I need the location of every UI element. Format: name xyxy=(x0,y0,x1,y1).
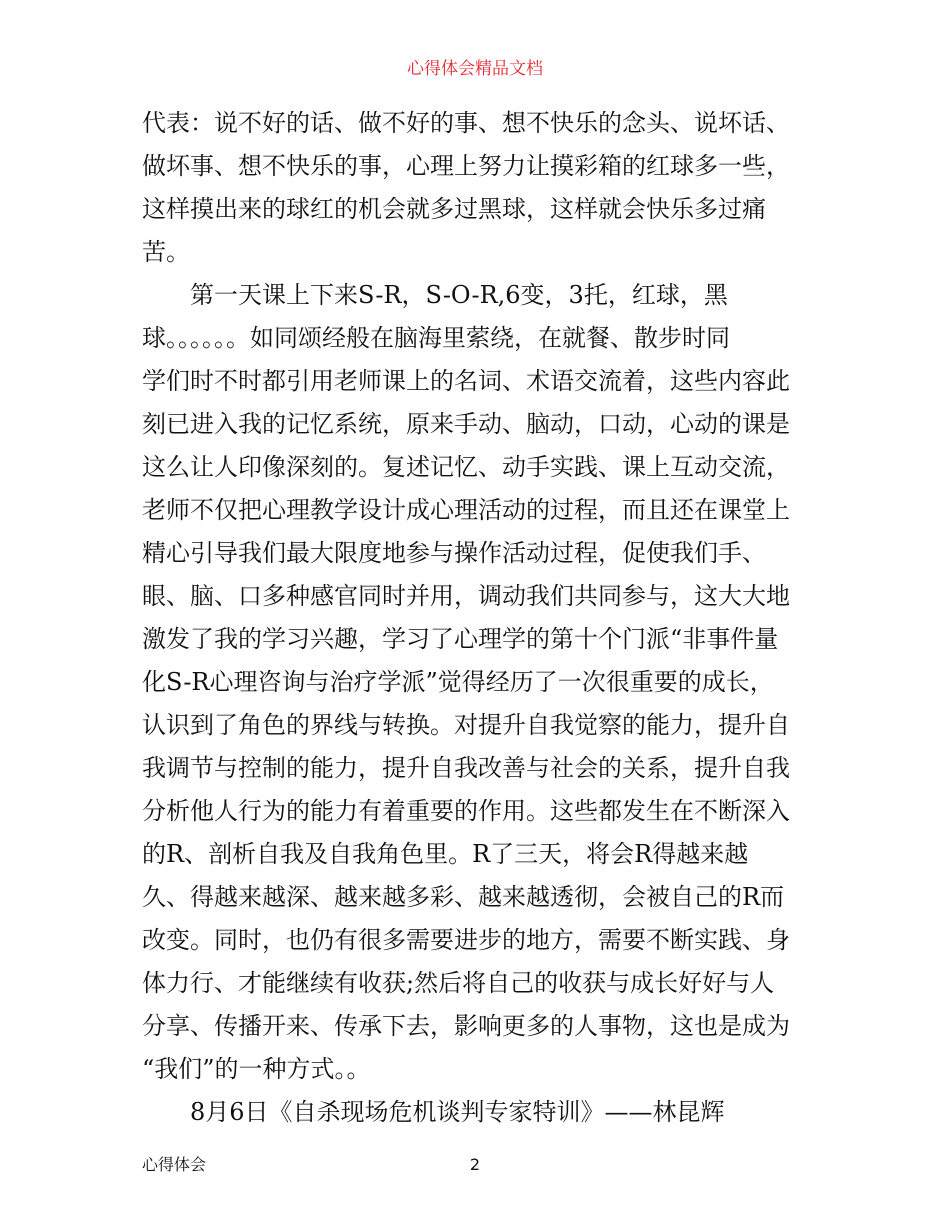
text-line: 苦。 xyxy=(142,238,190,266)
text-line: 球。。。。。。如同颂经般在脑海里萦绕，在就餐、散步时同 xyxy=(142,324,730,352)
text-line: 认识到了角色的界线与转换。对提升自我觉察的能力，提升自 xyxy=(142,711,790,739)
text-line: 精心引导我们最大限度地参与操作活动过程，促使我们手、 xyxy=(142,539,766,567)
text-line: 代表：说不好的话、做不好的事、想不快乐的念头、说坏话、 xyxy=(142,109,790,137)
text-line: 改变。同时，也仍有很多需要进步的地方，需要不断实践、身 xyxy=(142,926,790,954)
text-line: 做坏事、想不快乐的事，心理上努力让摸彩箱的红球多一些， xyxy=(142,152,790,180)
text-line: 这样摸出来的球红的机会就多过黑球，这样就会快乐多过痛 xyxy=(142,195,766,223)
text-line: 分享、传播开来、传承下去，影响更多的人事物，这也是成为 xyxy=(142,1012,790,1040)
paragraph-start-line: 第一天课上下来S-R，S-O-R,6变，3托，红球，黑 xyxy=(190,281,728,309)
footer-label: 心得体会 xyxy=(142,1155,207,1174)
text-line: 眼、脑、口多种感官同时并用，调动我们共同参与，这大大地 xyxy=(142,582,790,610)
text-line: 的R、剖析自我及自我角色里。R了三天，将会R得越来越 xyxy=(142,840,749,868)
text-line: 老师不仅把心理教学设计成心理活动的过程，而且还在课堂上 xyxy=(142,496,790,524)
document-body xyxy=(142,102,814,1134)
page-number: 2 xyxy=(469,1155,481,1174)
text-line: 激发了我的学习兴趣，学习了心理学的第十个门派“非事件量 xyxy=(142,625,779,653)
text-line: 久、得越来越深、越来越多彩、越来越透彻，会被自己的R而 xyxy=(142,883,785,911)
section-heading-line: 8月6日《自杀现场危机谈判专家特训》——林昆辉 xyxy=(190,1098,725,1126)
text-line: 我调节与控制的能力，提升自我改善与社会的关系，提升自我 xyxy=(142,754,790,782)
text-line: 刻已进入我的记忆系统，原来手动、脑动，口动，心动的课是 xyxy=(142,410,790,438)
text-line: 这么让人印像深刻的。复述记忆、动手实践、课上互动交流， xyxy=(142,453,790,481)
page-header-title: 心得体会精品文档 xyxy=(407,59,543,79)
text-line: “我们”的一种方式。。 xyxy=(142,1055,371,1083)
text-line: 学们时不时都引用老师课上的名词、术语交流着，这些内容此 xyxy=(142,367,790,395)
text-line: 化S-R心理咨询与治疗学派”觉得经历了一次很重要的成长， xyxy=(142,668,774,696)
text-line: 体力行、才能继续有收获;然后将自己的收获与成长好好与人 xyxy=(142,969,775,997)
text-line: 分析他人行为的能力有着重要的作用。这些都发生在不断深入 xyxy=(142,797,790,825)
